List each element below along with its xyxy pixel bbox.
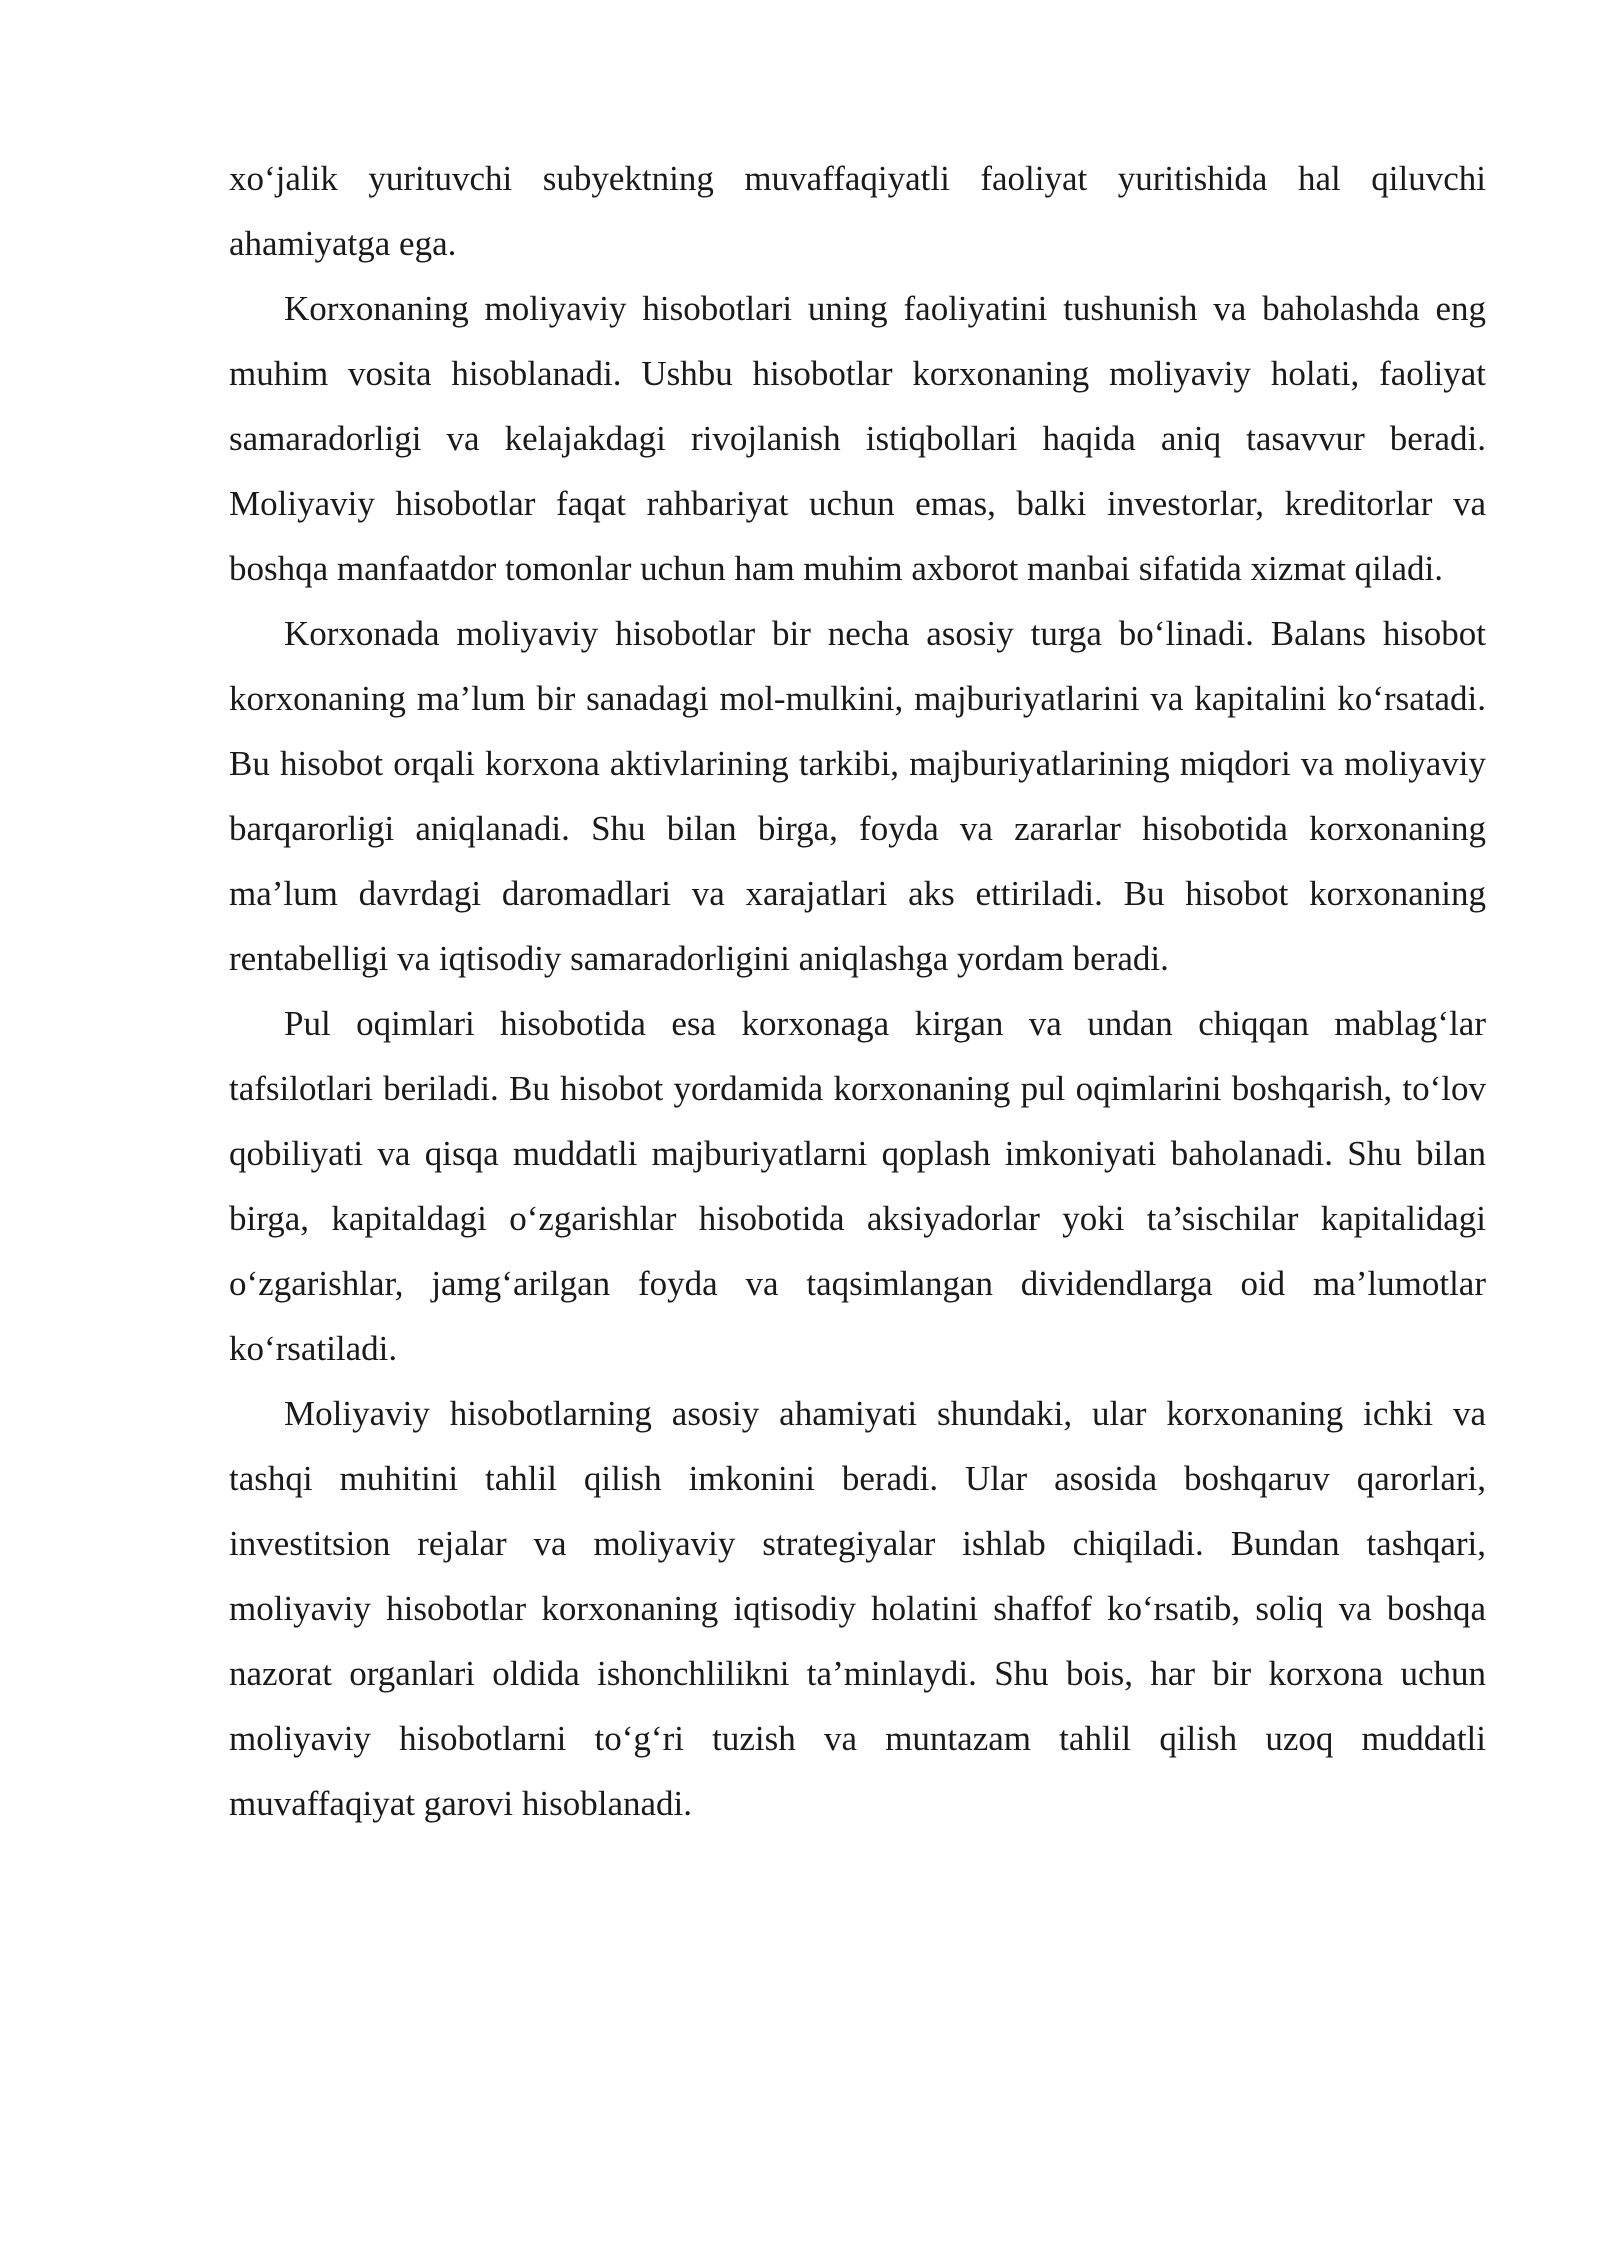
document-body bbox=[229, 146, 1486, 1836]
paragraph-cash-flow-and-equity: Pul oqimlari hisobotida esa korxonaga kirgan va undan chiqqan mablag‘lar tafsilotlari beriladi. Bu hisobot yordamida korxonaning pul oqimlarini boshqarish, to‘lov qobiliyati va qisqa muddatli majburiyatlarni qoplash imkoniyati baholanadi. Shu bilan birga, kapitaldagi o‘zgarishlar hisobotida aksiyadorlar yoki ta’sischilar kapitalidagi o‘zgarishlar, jamg‘arilgan foyda va taqsimlangan dividendlarga oid ma’lumotlar ko‘rsatiladi. bbox=[229, 1004, 1486, 1368]
paragraph-continuation: xo‘jalik yurituvchi subyektning muvaffaqiyatli faoliyat yuritishida hal qiluvchi ahamiyatga ega. bbox=[229, 159, 1486, 263]
paragraph-balance-and-income: Korxonada moliyaviy hisobotlar bir necha asosiy turga bo‘linadi. Balans hisobot korxonaning ma’lum bir sanadagi mol-mulkini, majburiyatlarini va kapitalini ko‘rsatadi. Bu hisobot orqali korxona aktivlarining tarkibi, majburiyatlarining miqdori va moliyaviy barqarorligi aniqlanadi. Shu bilan birga, foyda va zararlar hisobotida korxonaning ma’lum davrdagi daromadlari va xarajatlari aks ettiriladi. Bu hisobot korxonaning rentabelligi va iqtisodiy samaradorligini aniqlashga yordam beradi. bbox=[229, 614, 1486, 978]
paragraph-importance: Moliyaviy hisobotlarning asosiy ahamiyati shundaki, ular korxonaning ichki va tashqi muhitini tahlil qilish imkonini beradi. Ular asosida boshqaruv qarorlari, investitsion rejalar va moliyaviy strategiyalar ishlab chiqiladi. Bundan tashqari, moliyaviy hisobotlar korxonaning iqtisodiy holatini shaffof ko‘rsatib, soliq va boshqa nazorat organlari oldida ishonchlilikni ta’minlaydi. Shu bois, har bir korxona uchun moliyaviy hisobotlarni to‘g‘ri tuzish va muntazam tahlil qilish uzoq muddatli muvaffaqiyat garovi hisoblanadi. bbox=[229, 1394, 1486, 1823]
paragraph-financial-statements-intro: Korxonaning moliyaviy hisobotlari uning faoliyatini tushunish va baholashda eng muhim vosita hisoblanadi. Ushbu hisobotlar korxonaning moliyaviy holati, faoliyat samaradorligi va kelajakdagi rivojlanish istiqbollari haqida aniq tasavvur beradi. Moliyaviy hisobotlar faqat rahbariyat uchun emas, balki investorlar, kreditorlar va boshqa manfaatdor tomonlar uchun ham muhim axborot manbai sifatida xizmat qiladi. bbox=[229, 289, 1486, 588]
